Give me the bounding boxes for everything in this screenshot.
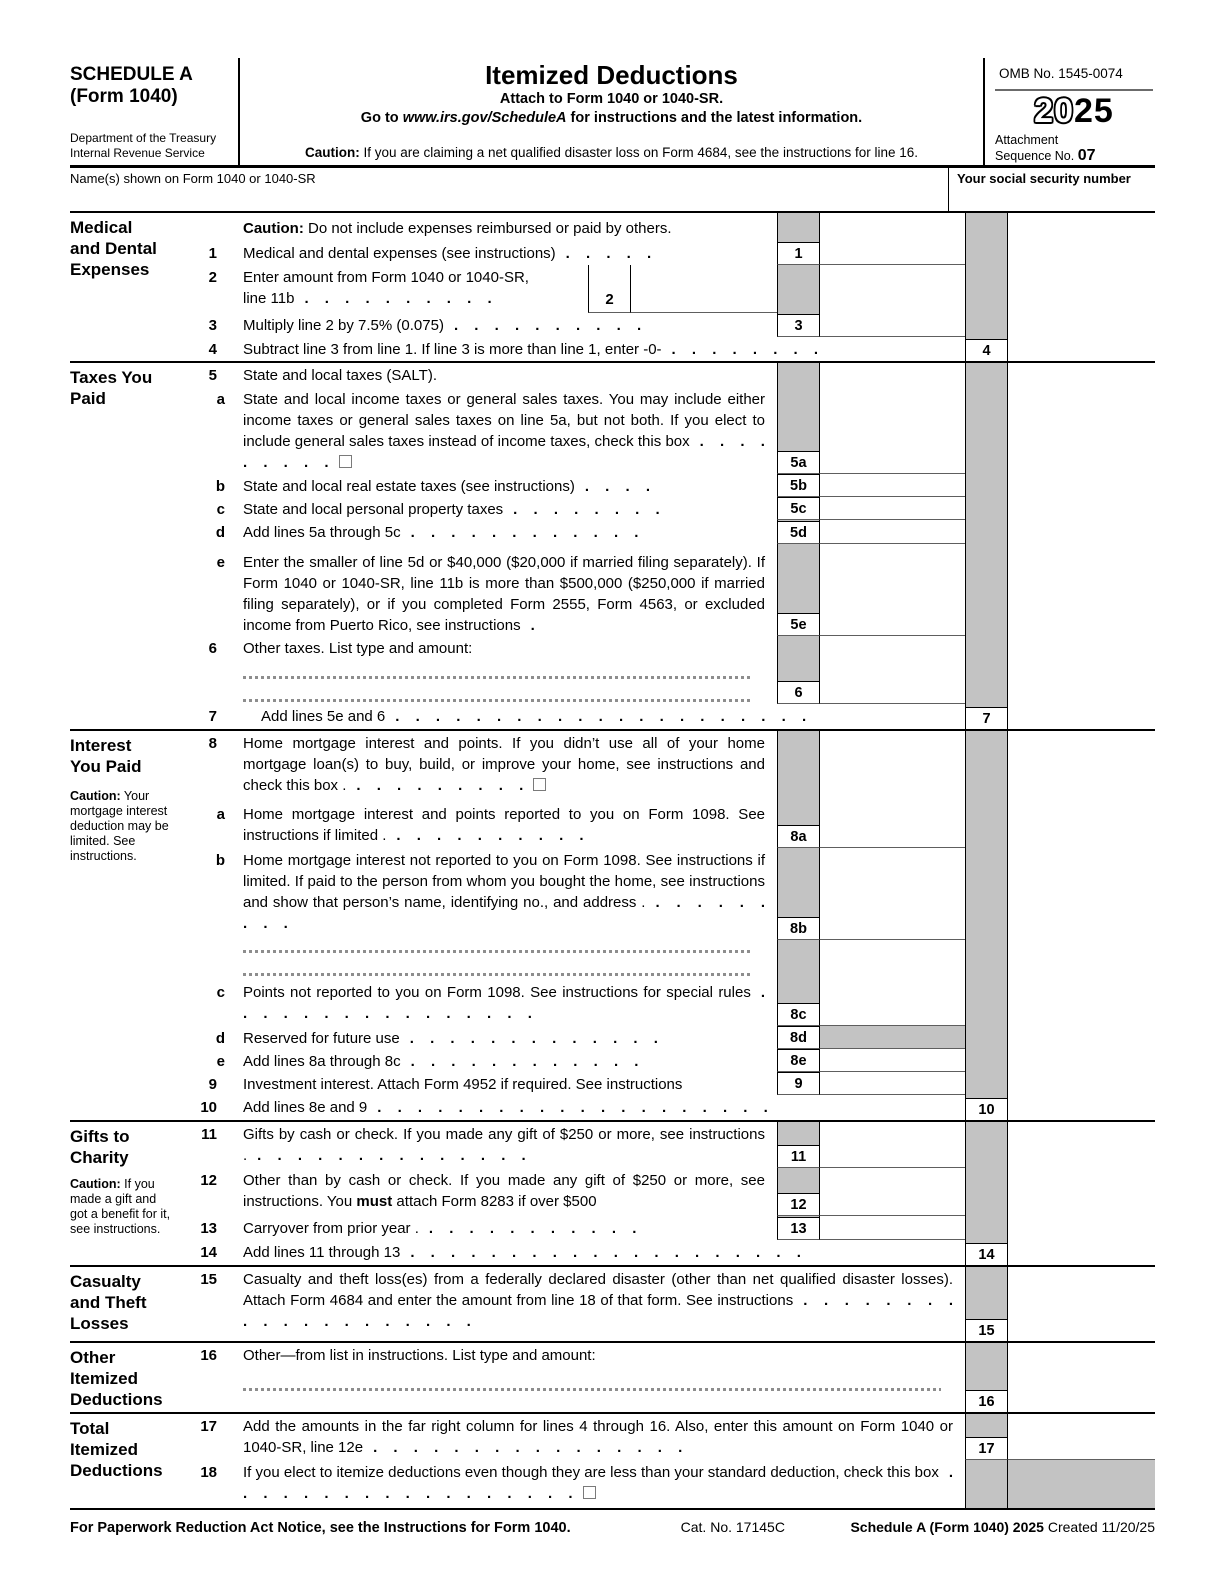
shade-cell (777, 363, 820, 387)
dot-leader: . . . . . . . . . . . . . . . . (373, 1439, 683, 1456)
names-field[interactable]: Name(s) shown on Form 1040 or 1040-SR (70, 171, 316, 186)
line-8c-amount-field[interactable] (820, 980, 965, 1026)
line-9-box: 9 (778, 1072, 819, 1094)
section-gifts (70, 1120, 1155, 1265)
line-7-row: 7 Add lines 5e and 6 . . . . . . . . . . . . . . . . . . . . . 7 (185, 704, 1155, 729)
shade-cell (965, 731, 1008, 802)
line-5d-number: d (215, 524, 225, 541)
attach-instruction: Attach to Form 1040 or 1040-SR. (499, 91, 724, 107)
dot-leader: . . . . . . . . . . . . . . . . . . . . . (395, 708, 807, 725)
line-8b-amount-field[interactable] (820, 848, 965, 940)
dot-leader: . . . . . . . . . . (304, 290, 492, 307)
shade-cell (777, 265, 820, 313)
line-2-box: 2 (588, 265, 631, 313)
line-6-amount-field[interactable] (820, 636, 965, 704)
line-8c-number: c (216, 984, 225, 1001)
schedule-a-form-page (70, 58, 1155, 1536)
shade-cell (965, 265, 1008, 313)
line-14-number: 14 (200, 1244, 217, 1261)
line-8a-number: a (216, 806, 225, 823)
dot-leader: . . . . . . . . . (243, 894, 766, 932)
shade-cell (1008, 1460, 1155, 1508)
medical-caution-row (185, 213, 1155, 241)
line-7-box: 7 (966, 707, 1007, 729)
goto-instruction: Go to www.irs.gov/ScheduleA for instructions and the latest information. (360, 110, 863, 126)
shade-cell (965, 1072, 1008, 1095)
line-8c-row: c Points not reported to you on Form 1098. See instructions for special rules . . . . . . . . . . . . . . . . 8c (185, 980, 1155, 1026)
line-4-row: 4 Subtract line 3 from line 1. If line 3 is more than line 1, enter -0- . . . . . . . . 4 (185, 337, 1155, 361)
line-5d-row: d Add lines 5a through 5c . . . . . . . . . . . . 5d (185, 520, 1155, 544)
line-6-number: 6 (208, 640, 217, 657)
dot-leader: . . . . . . . . . . . (428, 1220, 637, 1237)
line-3-row: 3 Multiply line 2 by 7.5% (0.075) . . . . . . . . . . 3 (185, 313, 1155, 337)
section-interest-label: Interest You Paid (70, 736, 142, 776)
dot-leader: . . . . . . . . . . . . . (409, 1030, 658, 1047)
line-8b-writein-area (185, 940, 1155, 980)
line-5a-box: 5a (778, 451, 819, 473)
line-11-number: 11 (201, 1126, 217, 1143)
line-5e-amount-field[interactable] (820, 544, 965, 636)
form-id-block (70, 58, 238, 165)
line-15-box: 15 (966, 1319, 1007, 1341)
line-8-row: 8 Home mortgage interest and points. If you didn’t use all of your home mortgage loan(s) to buy, build, or improve your home, see instructions and check this box . . . . . . . . . . (185, 731, 1155, 802)
line-12-row: 12 Other than by cash or check. If you made any gift of $250 or more, see instructions. You must attach Form 8283 if over $500 12 (185, 1168, 1155, 1216)
dot-leader: . . . . . (565, 245, 652, 262)
line-8d-box: 8d (778, 1026, 819, 1048)
line-13-row: 13 Carryover from prior year . . . . . . . . . . . . 13 (185, 1216, 1155, 1240)
catalog-number: Cat. No. 17145C (680, 1519, 785, 1535)
attachment-sequence: Attachment Sequence No. 07 (995, 133, 1096, 164)
shade-cell (965, 213, 1008, 241)
line-8e-amount-field[interactable] (820, 1049, 965, 1072)
section-casualty-label: Casualty and Theft Losses (70, 1272, 147, 1333)
dot-leader: . . . . . . . . . . . . . . . . . . . . (410, 1244, 801, 1261)
section-interest (70, 729, 1155, 1120)
line-5d-amount-field[interactable] (820, 520, 965, 544)
line-8a-box: 8a (778, 825, 819, 847)
line-5a-number: a (216, 391, 225, 408)
section-casualty (70, 1265, 1155, 1341)
line-2-amount-field[interactable] (631, 265, 777, 313)
ssn-field[interactable]: Your social security number (948, 168, 1155, 211)
form-title: Itemized Deductions (485, 60, 738, 90)
form-version: Schedule A (Form 1040) 2025 Created 11/20/25 (850, 1519, 1155, 1535)
shade-cell (965, 544, 1008, 636)
shade-cell (965, 1168, 1008, 1216)
line-9-row: 9 Investment interest. Attach Form 4952 if required. See instructions 9 (185, 1072, 1155, 1095)
dot-leader: . . . . . . . . . . . . (410, 1053, 639, 1070)
line-6-writein-line-1[interactable] (243, 676, 753, 679)
shade-cell (965, 848, 1008, 940)
line-14-amount-field[interactable] (1008, 1240, 1155, 1265)
line-6-box: 6 (778, 681, 819, 703)
section-taxes-label: Taxes You Paid (70, 368, 153, 408)
form-body (70, 213, 1155, 1510)
line-8-checkbox[interactable] (533, 778, 546, 791)
line-1-amount-field[interactable] (820, 241, 965, 265)
line-9-number: 9 (208, 1076, 217, 1093)
omb-number: OMB No. 1545-0074 (995, 62, 1153, 91)
shade-cell (965, 241, 1008, 265)
section-gifts-caution: Caution: If you made a gift and got a benefit for it, see instructions. (70, 1177, 171, 1236)
line-12-number: 12 (200, 1172, 217, 1189)
dot-leader: . . . . . . . . (513, 501, 660, 518)
line-12-amount-field[interactable] (820, 1168, 965, 1216)
line-4-number: 4 (208, 341, 217, 358)
line-8b-writein-line-1[interactable] (243, 950, 753, 953)
line-15-amount-field[interactable] (1008, 1267, 1155, 1341)
line-10-number: 10 (200, 1099, 217, 1116)
line-14-row: 14 Add lines 11 through 13 . . . . . . . . . . . . . . . . . . . . 14 (185, 1240, 1155, 1265)
line-5e-number: e (216, 554, 225, 571)
dot-leader: . . . . . . . . . . (396, 827, 584, 844)
section-other (70, 1341, 1155, 1412)
shade-cell (965, 940, 1008, 980)
shade-cell (777, 731, 820, 802)
shade-cell (965, 1216, 1008, 1240)
line-16-box: 16 (966, 1390, 1007, 1412)
line-17-number: 17 (200, 1418, 217, 1435)
shade-cell (965, 1122, 1008, 1168)
section-total-label: Total Itemized Deductions (70, 1419, 163, 1480)
line-9-amount-field[interactable] (820, 1072, 965, 1095)
department-label: Department of the Treasury Internal Revenue Service (70, 131, 217, 160)
line-6-writein-line-2[interactable] (243, 699, 753, 702)
line-8a-row: a Home mortgage interest and points reported to you on Form 1098. See instructions if limited . . . . . . . . . . . 8a (185, 802, 1155, 848)
line-10-box: 10 (966, 1098, 1007, 1120)
section-taxes (70, 361, 1155, 729)
line-8b-row: b Home mortgage interest not reported to you on Form 1098. See instructions if limited. If paid to the person from whom you bought the home, see instructions and show that person’s name, identifying no., and address . . . . . . . . . . 8b (185, 848, 1155, 940)
sequence-number: 07 (1077, 147, 1096, 164)
line-5b-amount-field[interactable] (820, 474, 965, 497)
shade-cell (965, 980, 1008, 1026)
shade-cell (965, 363, 1008, 387)
shade-cell (777, 213, 820, 241)
shade-cell (965, 802, 1008, 848)
line-3-amount-field[interactable] (820, 313, 965, 337)
line-18-number: 18 (200, 1464, 217, 1481)
line-10-amount-field[interactable] (1008, 1095, 1155, 1120)
shade-cell (965, 474, 1008, 497)
line-5b-box: 5b (778, 474, 819, 496)
dot-leader: . . . . . . . . . . . . . . (257, 1147, 526, 1164)
line-7-number: 7 (208, 708, 217, 725)
line-4-box: 4 (966, 339, 1007, 361)
irs-url-link[interactable]: www.irs.gov/ScheduleA (402, 110, 567, 126)
form-number-label: (Form 1040) (70, 86, 178, 107)
line-5e-box: 5e (778, 613, 819, 635)
line-5-row: 5 State and local taxes (SALT). (185, 363, 1155, 387)
dot-leader: . . . . . . . . . . . . (410, 524, 639, 541)
line-5a-row: a State and local income taxes or general sales taxes. You may include either income taxes or general sales taxes on line 5a, but not both. If you elect to include general sales taxes instead of income taxes, check this box . . . . . . . . . 5a (185, 387, 1155, 474)
line-8c-box: 8c (778, 1003, 819, 1025)
medical-caution-text: Caution: Do not include expenses reimbursed or paid by others. (243, 220, 672, 237)
line-11-row: 11 Gifts by cash or check. If you made any gift of $250 or more, see instructions . . . . . . . . . . . . . . . 11 (185, 1122, 1155, 1168)
line-15-row: 15 Casualty and theft loss(es) from a federally declared disaster (other than net qualified disaster losses). Attach Form 4684 and enter the amount from line 18 of that form. See instructions . . . . . . . . . . . . . . . . . . . . 15 (185, 1267, 1155, 1341)
line-5a-checkbox[interactable] (339, 455, 352, 468)
dot-leader: . . . . . . . . . (356, 777, 524, 794)
line-1-box: 1 (778, 242, 819, 264)
line-5-number: 5 (208, 367, 217, 384)
line-8a-amount-field[interactable] (820, 802, 965, 848)
line-8d-number: d (215, 1030, 225, 1047)
line-12-box: 12 (778, 1193, 819, 1215)
line-5e-row: e Enter the smaller of line 5d or $40,000 ($20,000 if married filing separately). If Form 1040 or 1040-SR, line 11b is more than $500,000 ($250,000 if married filing separately), or if you completed Form 2555, Form 4563, or excluded income from Puerto Rico, see instructions . 5e (185, 544, 1155, 636)
dot-leader: . . . . . . . . . . (453, 317, 642, 334)
form-title-block (238, 58, 985, 165)
line-6-row: 6 Other taxes. List type and amount: 6 (185, 636, 1155, 704)
line-8e-row: e Add lines 8a through 8c . . . . . . . . . . . . 8e (185, 1049, 1155, 1072)
line-8e-box: 8e (778, 1049, 819, 1071)
dot-leader: . . . . . . . . . (243, 433, 765, 471)
line-8-number: 8 (208, 735, 217, 752)
line-5d-box: 5d (778, 521, 819, 543)
line-8e-number: e (216, 1053, 225, 1070)
line-7-amount-field[interactable] (1008, 704, 1155, 729)
line-17-amount-field[interactable] (1008, 1414, 1155, 1460)
shade-cell (777, 940, 820, 980)
shade-cell (965, 1049, 1008, 1072)
line-8d-reserved-cell (820, 1026, 965, 1049)
line-10-row: 10 Add lines 8e and 9 . . . . . . . . . . . . . . . . . . . . 10 (185, 1095, 1155, 1120)
line-3-number: 3 (208, 317, 217, 334)
line-18-row: 18 If you elect to itemize deductions even though they are less than your standard deduction, check this box . . . . . . . . . . . . . . . . . . (185, 1460, 1155, 1508)
line-5c-row: c State and local personal property taxes . . . . . . . . 5c (185, 497, 1155, 520)
taxpayer-row (70, 168, 1155, 213)
line-8b-box: 8b (778, 917, 819, 939)
dot-leader: . . . . . . . . . . . . . . . . (243, 984, 765, 1022)
shade-cell (965, 387, 1008, 474)
line-16-writein-line[interactable] (243, 1388, 941, 1391)
section-medical (70, 213, 1155, 361)
form-header (70, 58, 1155, 168)
line-14-box: 14 (966, 1243, 1007, 1265)
line-5a-amount-field[interactable] (820, 387, 965, 474)
line-18-checkbox[interactable] (583, 1486, 596, 1499)
dot-leader: . . . . . . . . . . . . . . . . . . (243, 1464, 953, 1502)
line-1-row: 1 Medical and dental expenses (see instructions) . . . . . 1 (185, 241, 1155, 265)
section-interest-caution: Caution: Your mortgage interest deduction may be limited. See instructions. (70, 789, 169, 863)
shade-cell (965, 1026, 1008, 1049)
line-8b-number: b (215, 852, 225, 869)
header-caution: Caution: If you are claiming a net qualified disaster loss on Form 4684, see the instructions for line 16. (304, 145, 919, 160)
line-16-amount-field[interactable] (1008, 1343, 1155, 1412)
schedule-label: SCHEDULE A (70, 64, 193, 85)
dot-leader: . . . . . . . . . . . . . . . . . . . . (377, 1099, 768, 1116)
paperwork-notice: For Paperwork Reduction Act Notice, see the Instructions for Form 1040. (70, 1520, 571, 1536)
line-11-box: 11 (778, 1145, 819, 1167)
line-5c-amount-field[interactable] (820, 497, 965, 520)
line-13-number: 13 (200, 1220, 217, 1237)
line-17-box: 17 (966, 1437, 1007, 1459)
line-5b-number: b (215, 478, 225, 495)
dot-leader: . . . . . . . . (671, 341, 819, 358)
section-total (70, 1412, 1155, 1508)
section-other-label: Other Itemized Deductions (70, 1348, 163, 1409)
dot-leader: . . . . . . . . . . . . . . . . . . . . (243, 1292, 954, 1330)
line-16-number: 16 (200, 1347, 217, 1364)
line-2-number: 2 (208, 269, 217, 286)
shade-cell (965, 497, 1008, 520)
tax-year: 2025 (1034, 92, 1114, 130)
line-1-number: 1 (208, 245, 217, 262)
shade-cell (965, 520, 1008, 544)
line-2-row: 2 Enter amount from Form 1040 or 1040-SR, line 11b . . . . . . . . . . 2 (185, 265, 1155, 313)
shade-cell (965, 636, 1008, 704)
shade-cell (965, 313, 1008, 337)
line-13-amount-field[interactable] (820, 1216, 965, 1240)
omb-block (985, 58, 1153, 165)
line-4-amount-field[interactable] (1008, 337, 1155, 361)
line-13-box: 13 (778, 1217, 819, 1239)
line-8d-row: d Reserved for future use . . . . . . . . . . . . . 8d (185, 1026, 1155, 1049)
section-medical-label: Medical and Dental Expenses (70, 218, 157, 279)
section-gifts-label: Gifts to Charity (70, 1127, 130, 1167)
line-16-row: 16 Other—from list in instructions. List type and amount: 16 (185, 1343, 1155, 1412)
line-5b-row: b State and local real estate taxes (see instructions) . . . . 5b (185, 474, 1155, 497)
dot-leader: . (530, 617, 535, 634)
line-11-amount-field[interactable] (820, 1122, 965, 1168)
dot-leader: . . . . (584, 478, 651, 495)
shade-cell (965, 1460, 1008, 1508)
line-17-row: 17 Add the amounts in the far right column for lines 4 through 16. Also, enter this amount on Form 1040 or 1040-SR, line 12e . . . . . . . . . . . . . . . . 17 (185, 1414, 1155, 1460)
line-3-box: 3 (778, 314, 819, 336)
line-8b-writein-line-2[interactable] (243, 973, 753, 976)
line-5c-number: c (216, 501, 225, 518)
form-footer (70, 1519, 1155, 1536)
line-15-number: 15 (200, 1271, 217, 1288)
line-5c-box: 5c (778, 497, 819, 519)
